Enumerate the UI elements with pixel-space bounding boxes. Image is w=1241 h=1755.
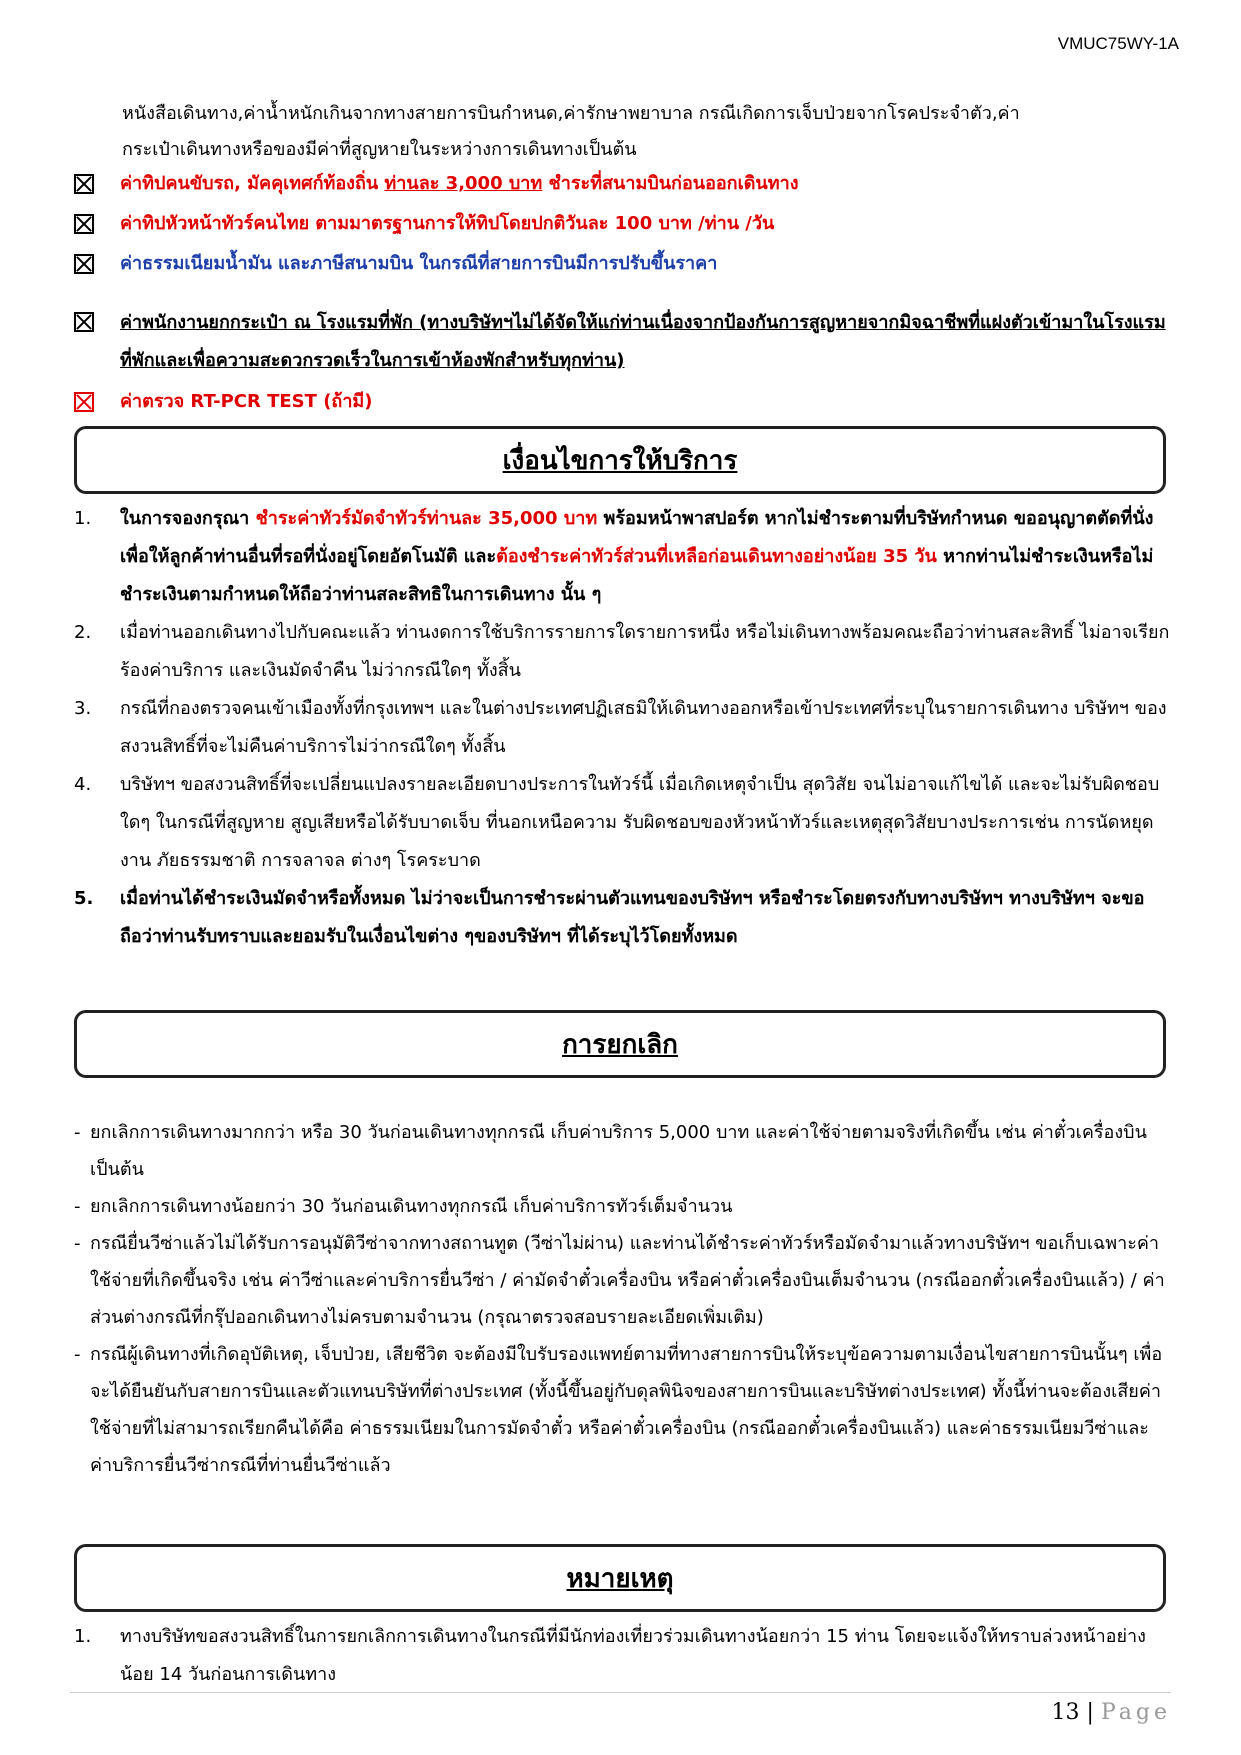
item-text: ยกเลิกการเดินทางน้อยกว่า 30 วันก่อนเดินทางทุกกรณี เก็บค่าบริการทัวร์เต็มจำนวน [90, 1196, 733, 1217]
excluded-item-tips-driver [74, 166, 1171, 202]
excluded-text-b: ท่านละ 3,000 บาท [384, 173, 543, 194]
excluded-text [120, 166, 799, 202]
excluded-text: ค่าตรวจ RT-PCR TEST (ถ้ามี) [120, 391, 373, 412]
list-item [74, 500, 1171, 614]
list-item [74, 1188, 1171, 1225]
item-text-part: พร้อมหน้าพาสปอร์ต หากไม่ชำระตามที่บริษัทกำหนด ขออนุญาตตัดที่นั่งเพื่อให้ลูกค้าท่านอื่นที่รอที่นั่งอยู่โดยอัตโนมัติ และ [120, 508, 1154, 567]
cancellation-title: การยกเลิก [562, 1029, 678, 1060]
list-item [74, 1114, 1171, 1188]
dash-marker: - [74, 1196, 81, 1217]
item-text: กรณีที่กองตรวจคนเข้าเมืองทั้งที่กรุงเทพฯ และในต่างประเทศปฏิเสธมิให้เดินทางออกหรือเข้าประเทศที่ระบุในรายการเดินทาง บริษัทฯ ของสงวนสิทธิ์ที่จะไม่คืนค่าบริการไม่ว่ากรณีใดๆ ทั้งสิ้น [120, 698, 1167, 757]
item-text-part: ในการจองกรุณา [120, 508, 256, 529]
conditions-title: เงื่อนไขการให้บริการ [502, 445, 738, 476]
conditions-header-box [74, 426, 1166, 494]
excluded-item-tips-leader [74, 206, 1171, 242]
list-item [74, 880, 1171, 956]
x-checkbox-icon [74, 312, 94, 332]
list-item [74, 614, 1171, 690]
item-number: 1. [74, 1626, 92, 1647]
excluded-text: ค่าพนักงานยกกระเป๋า ณ โรงแรมที่พัก (ทางบริษัทฯไม่ได้จัดให้แก่ท่านเนื่องจากป้องกันการสูญหายจากมิจฉาชีพที่แฝงตัวเข้ามาในโรงแรมที่พักและเพื่อความสะดวกรวดเร็วในการเข้าห้องพักสำหรับทุกท่าน) [120, 312, 1166, 371]
page-footer [1052, 1700, 1171, 1725]
dash-marker: - [74, 1122, 81, 1143]
intro-line-2: กระเป๋าเดินทางหรือของมีค่าที่สูญหายในระหว่างการเดินทางเป็นต้น [122, 139, 637, 160]
item-number: 4. [74, 774, 92, 795]
remarks-header-box [74, 1544, 1166, 1612]
item-number: 3. [74, 698, 92, 719]
excluded-item-porter [74, 304, 1171, 380]
excluded-text-c: ชำระที่สนามบินก่อนออกเดินทาง [542, 173, 799, 194]
x-checkbox-icon [74, 254, 94, 274]
excluded-text: ค่าทิปหัวหน้าทัวร์คนไทย ตามมาตรฐานการให้ทิปโดยปกติวันละ 100 บาท /ท่าน /วัน [120, 213, 775, 234]
dash-marker: - [74, 1344, 81, 1365]
item-text: เมื่อท่านได้ชำระเงินมัดจำหรือทั้งหมด ไม่ว่าจะเป็นการชำระผ่านตัวแทนของบริษัทฯ หรือชำระโดยตรงกับทางบริษัทฯ ทางบริษัทฯ จะขอถือว่าท่านรับทราบและยอมรับในเงื่อนไขต่าง ๆของบริษัทฯ ที่ได้ระบุไว้โดยทั้งหมด [120, 888, 1145, 947]
x-checkbox-icon [74, 214, 94, 234]
item-text: กรณียื่นวีซ่าแล้วไม่ได้รับการอนุมัติวีซ่าจากทางสถานทูต (วีซ่าไม่ผ่าน) และท่านได้ชำระค่าทัวร์หรือมัดจำมาแล้วทางบริษัทฯ ขอเก็บเฉพาะค่าใช้จ่ายที่เกิดขึ้นจริง เช่น ค่าวีซ่าและค่าบริการยื่นวีซ่า / ค่ามัดจำตั๋วเครื่องบิน หรือค่าตั๋วเครื่องบินเต็มจำนวน (กรณีออกตั๋วเครื่องบินแล้ว) / ค่าส่วนต่างกรณีที่กรุ๊ปออกเดินทางไม่ครบตามจำนวน (กรุณาตรวจสอบรายละเอียดเพิ่มเติม) [90, 1233, 1165, 1328]
item-number: 1. [74, 508, 92, 529]
item-text: ยกเลิกการเดินทางมากกว่า หรือ 30 วันก่อนเดินทางทุกกรณี เก็บค่าบริการ 5,000 บาท และค่าใช้จ่ายตามจริงที่เกิดขึ้น เช่น ค่าตั๋วเครื่องบิน เป็นต้น [90, 1122, 1147, 1180]
item-text: กรณีผู้เดินทางที่เกิดอุบัติเหตุ, เจ็บป่วย, เสียชีวิต จะต้องมีใบรับรองแพทย์ตามที่ทางสายการบินให้ระบุข้อความตามเงื่อนไขสายการบินนั้นๆ เพื่อจะได้ยืนยันกับสายการบินและตัวแทนบริษัทที่ต่างประเทศ (ทั้งนี้ขึ้นอยู่กับดุลพินิจของสายการบินและบริษัทต่างประเทศ) ทั้งนี้ท่านจะต้องเสียค่าใช้จ่ายที่ไม่สามารถเรียกคืนได้คือ ค่าธรรมเนียมในการมัดจำตั๋ว หรือค่าตั๋วเครื่องบิน (กรณีออกตั๋วเครื่องบินแล้ว) และค่าธรรมเนียมวีซ่าและค่าบริการยื่นวีซ่ากรณีที่ท่านยื่นวีซ่าแล้ว [90, 1344, 1163, 1476]
excluded-text-a: ค่าทิปคนขับรถ, มัคคุเทศก์ท้องถิ่น [120, 173, 385, 194]
cancellation-header-box [74, 1010, 1166, 1078]
page-separator: | [1086, 1700, 1094, 1725]
document-code: VMUC75WY-1A [1057, 34, 1179, 53]
item-text: ทางบริษัทขอสงวนสิทธิ์ในการยกเลิกการเดินทางในกรณีที่มีนักท่องเที่ยวร่วมเดินทางน้อยกว่า 15 ท่าน โดยจะแจ้งให้ทราบล่วงหน้าอย่างน้อย 14 วันก่อนการเดินทาง [120, 1626, 1146, 1685]
remarks-list [74, 1618, 1171, 1694]
intro-paragraph [122, 96, 1171, 168]
item-text-part: ชำระค่าทัวร์มัดจำทัวร์ท่านละ 35,000 บาท [255, 508, 598, 529]
cancellation-list [74, 1114, 1171, 1484]
item-text [120, 500, 1171, 614]
item-text-part: หากท่านไม่ชำระเงินหรือไม่ชำระเงินตามกำหนดให้ถือว่าท่านสละสิทธิในการเดินทาง นั้น ๆ [120, 546, 1154, 605]
item-text: บริษัทฯ ขอสงวนสิทธิ์ที่จะเปลี่ยนแปลงรายละเอียดบางประการในทัวร์นี้ เมื่อเกิดเหตุจำเป็น สุดวิสัย จนไม่อาจแก้ไขได้ และจะไม่รับผิดชอบใดๆ ในกรณีที่สูญหาย สูญเสียหรือได้รับบาดเจ็บ ที่นอกเหนือความ รับผิดชอบของหัวหน้าทัวร์และเหตุสุดวิสัยบางประการเช่น การนัดหยุดงาน ภัยธรรมชาติ การจลาจล ต่างๆ โรคระบาด [120, 774, 1160, 871]
item-number: 2. [74, 622, 92, 643]
intro-line-1: หนังสือเดินทาง,ค่าน้ำหนักเกินจากทางสายการบินกำหนด,ค่ารักษาพยาบาล กรณีเกิดการเจ็บป่วยจากโรคประจำตัว,ค่า [122, 103, 1020, 124]
x-checkbox-icon [74, 174, 94, 194]
excluded-item-rtpcr [74, 384, 1171, 420]
remarks-title: หมายเหตุ [566, 1563, 674, 1594]
page-number: 13 [1051, 1700, 1080, 1725]
list-item [74, 1225, 1171, 1336]
item-number: 5. [74, 888, 94, 909]
dash-marker: - [74, 1233, 81, 1254]
item-text-part: ต้องชำระค่าทัวร์ส่วนที่เหลือก่อนเดินทางอย่างน้อย 35 วัน [496, 546, 937, 567]
item-text: เมื่อท่านออกเดินทางไปกับคณะแล้ว ท่านงดการใช้บริการรายการใดรายการหนึ่ง หรือไม่เดินทางพร้อมคณะถือว่าท่านสละสิทธิ์ ไม่อาจเรียกร้องค่าบริการ และเงินมัดจำคืน ไม่ว่ากรณีใดๆ ทั้งสิ้น [120, 622, 1170, 681]
page-label: Page [1100, 1700, 1171, 1725]
excluded-item-fuel-tax [74, 246, 1171, 282]
conditions-list [74, 500, 1171, 956]
list-item [74, 766, 1171, 880]
list-item [74, 1336, 1171, 1484]
list-item [74, 690, 1171, 766]
footer-divider [70, 1692, 1171, 1693]
excluded-text: ค่าธรรมเนียมน้ำมัน และภาษีสนามบิน ในกรณีที่สายการบินมีการปรับขึ้นราคา [120, 253, 718, 274]
list-item [74, 1618, 1171, 1694]
x-checkbox-icon [74, 392, 94, 412]
